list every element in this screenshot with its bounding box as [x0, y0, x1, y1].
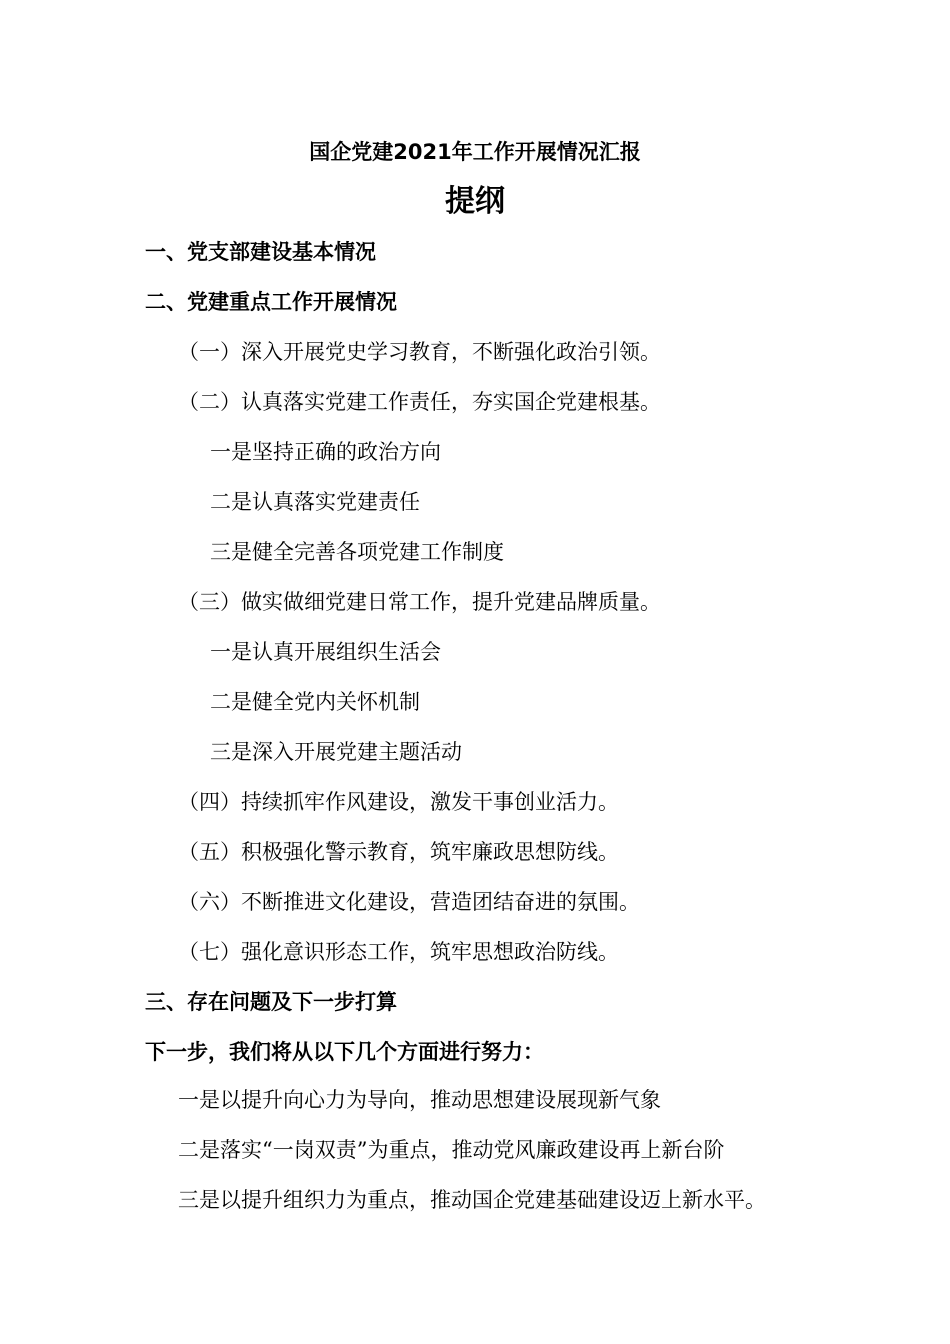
list-item: 三是深入开展党建主题活动 — [210, 740, 462, 764]
section-heading-2: 二、党建重点工作开展情况 — [145, 290, 397, 314]
list-item: 二是健全党内关怀机制 — [210, 690, 420, 714]
document-subtitle: 提纲 — [445, 184, 505, 219]
subsection-1: （一）深入开展党史学习教育，不断强化政治引领。 — [178, 340, 661, 364]
subsection-3: （三）做实做细党建日常工作，提升党建品牌质量。 — [178, 590, 661, 614]
list-item: 三是健全完善各项党建工作制度 — [210, 540, 504, 564]
document-title: 国企党建2021年工作开展情况汇报 — [309, 140, 641, 164]
subsection-7: （七）强化意识形态工作，筑牢思想政治防线。 — [178, 940, 619, 964]
next-step-item: 二是落实“一岗双责”为重点，推动党风廉政建设再上新台阶 — [178, 1138, 725, 1162]
list-item: 一是认真开展组织生活会 — [210, 640, 441, 664]
subsection-5: （五）积极强化警示教育，筑牢廉政思想防线。 — [178, 840, 619, 864]
next-steps-heading: 下一步，我们将从以下几个方面进行努力： — [145, 1040, 544, 1064]
next-step-item: 三是以提升组织力为重点，推动国企党建基础建设迈上新水平。 — [178, 1188, 766, 1212]
section-heading-1: 一、党支部建设基本情况 — [145, 240, 376, 264]
section-heading-3: 三、存在问题及下一步打算 — [145, 990, 397, 1014]
list-item: 一是坚持正确的政治方向 — [210, 440, 441, 464]
list-item: 二是认真落实党建责任 — [210, 490, 420, 514]
subsection-6: （六）不断推进文化建设，营造团结奋进的氛围。 — [178, 890, 640, 914]
next-step-item: 一是以提升向心力为导向，推动思想建设展现新气象 — [178, 1088, 661, 1112]
subsection-2: （二）认真落实党建工作责任，夯实国企党建根基。 — [178, 390, 661, 414]
subsection-4: （四）持续抓牢作风建设，激发干事创业活力。 — [178, 790, 619, 814]
